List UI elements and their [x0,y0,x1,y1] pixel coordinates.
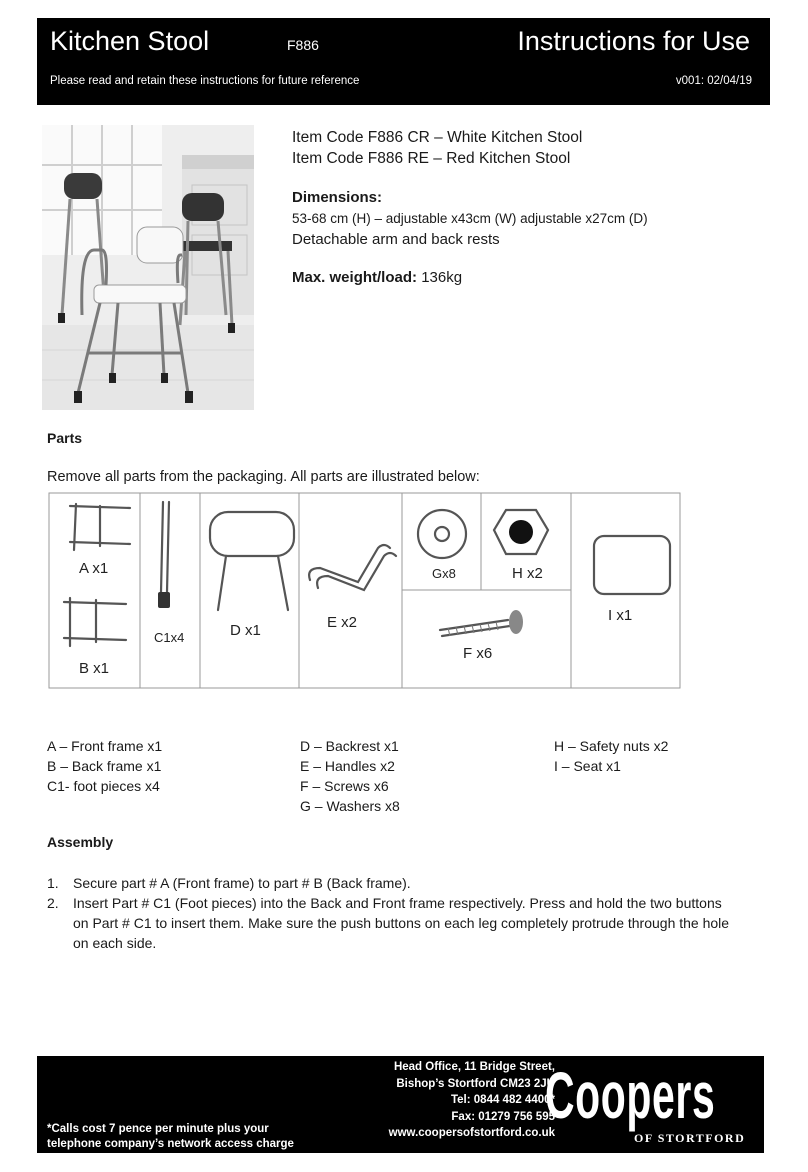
document-title: Kitchen Stool [50,26,210,56]
note-line: telephone company’s network access charge [47,1138,294,1150]
list-item: I – Seat x1 [554,758,621,774]
list-item: C1- foot pieces x4 [47,778,160,794]
parts-list-col1 [47,736,162,796]
parts-illustration-drawing [48,492,682,690]
detachable-note: Detachable arm and back rests [292,231,500,248]
part-b-label: B x1 [79,660,110,677]
dimensions-value: 53-68 cm (H) – adjustable x43cm (W) adjustable x27cm (D) [292,211,648,226]
max-weight-label: Max. weight/load: [292,269,418,286]
step-text: Insert Part # C1 (Foot pieces) into the Back and Front frame respectively. Press and hold the two buttons on Part # C1 to insert them. Make sure the push buttons on each leg completely protrude through the hole on each side. [73,895,730,951]
address-line: Head Office, 11 Bridge Street, [393,1061,555,1073]
part-c1-label: C1x4 [154,630,185,645]
step-number: 1. [47,875,59,891]
version-date: v001: 02/04/19 [675,75,752,87]
assembly-steps [47,873,737,953]
website-url: www.coopersofstortford.co.uk [388,1127,555,1139]
part-a-label: A x1 [79,560,109,577]
part-f-label: F x6 [463,645,493,662]
company-logo-subtitle: OF STORTFORD [634,1131,746,1145]
part-g-label: Gx8 [432,566,456,581]
max-weight-value: 136kg [421,269,463,286]
call-cost-note [47,1122,294,1152]
footer-banner [37,1056,764,1153]
address-line: Bishop’s Stortford CM23 2JU [396,1077,555,1090]
list-item: H – Safety nuts x2 [554,738,669,754]
step-number: 2. [47,895,59,911]
header-banner [37,18,770,105]
list-item: E – Handles x2 [300,758,395,774]
parts-list-col3 [554,736,668,776]
list-item: A – Front frame x1 [47,738,163,754]
parts-heading: Parts [47,430,83,446]
list-item: B – Back frame x1 [47,758,162,774]
part-d-label: D x1 [230,622,261,639]
company-address [355,1059,555,1142]
parts-intro: Remove all parts from the packaging. All parts are illustrated below: [47,469,480,485]
list-item: D – Backrest x1 [300,738,399,754]
phone-number: Tel: 0844 482 4400* [450,1094,555,1106]
list-item: G – Washers x8 [300,798,400,814]
part-i-label: I x1 [608,607,633,624]
product-info [292,127,772,288]
step-text: Secure part # A (Front frame) to part # B (Back frame). [73,875,411,891]
assembly-step [47,893,737,953]
max-weight [292,267,772,288]
instructions-title: Instructions for Use [517,26,750,56]
parts-list-col2 [300,736,400,816]
fax-number: Fax: 01279 756 595 [451,1110,555,1123]
product-code: F886 [287,37,319,53]
dimensions-label: Dimensions: [292,189,383,206]
parts-illustration [48,492,682,690]
assembly-heading: Assembly [47,834,114,850]
assembly-step [47,873,737,893]
header-subtitle: Please read and retain these instructions for future reference [50,75,360,87]
list-item: F – Screws x6 [300,778,389,794]
item-code-red: Item Code F886 RE – Red Kitchen Stool [292,150,571,167]
part-h-label: H x2 [512,565,543,582]
note-line: *Calls cost 7 pence per minute plus your [47,1123,269,1135]
item-code-white: Item Code F886 CR – White Kitchen Stool [292,129,583,146]
company-logo: Coopers [545,1058,716,1132]
part-e-label: E x2 [327,614,358,631]
product-photo [42,125,254,410]
